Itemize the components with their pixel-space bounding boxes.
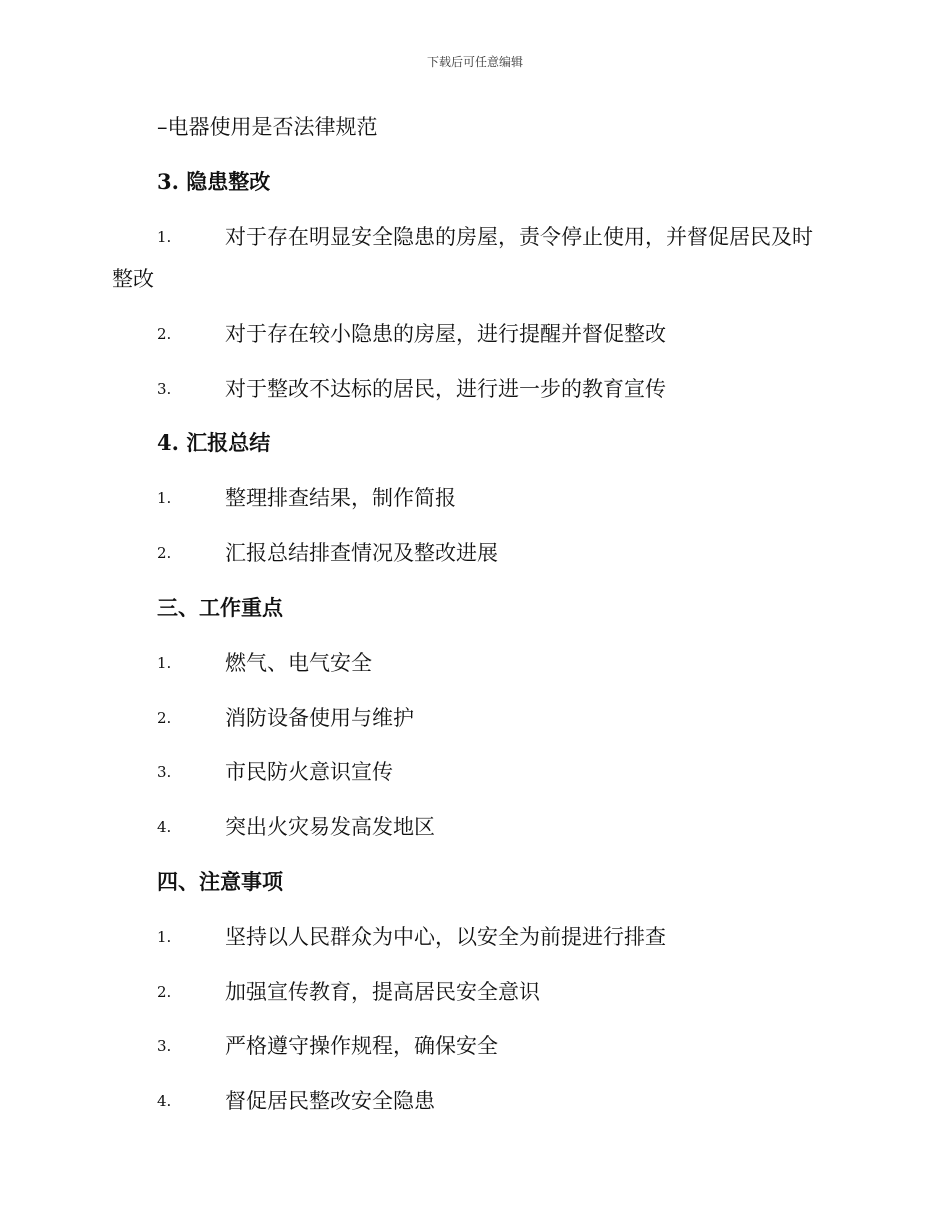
- list-text: 坚持以人民群众为中心，以安全为前提进行排查: [225, 925, 666, 949]
- list-number: 4.: [157, 1092, 172, 1110]
- list-number: 4.: [157, 818, 172, 836]
- list-number: 2.: [157, 325, 172, 343]
- list-number: 1.: [157, 228, 172, 246]
- list-number: 1.: [157, 654, 172, 672]
- heading-report: 4. 汇报总结: [157, 430, 271, 455]
- list-number: 2.: [157, 709, 172, 727]
- heading-precautions: 四、注意事项: [157, 869, 283, 894]
- list-text: 加强宣传教育，提高居民安全意识: [225, 980, 540, 1004]
- list-text-continuation: 整改: [112, 267, 154, 291]
- page-header-note: 下载后可任意编辑: [426, 55, 523, 69]
- list-text: 对于存在较小隐患的房屋，进行提醒并督促整改: [225, 322, 666, 346]
- bullet-electrical-compliance: –电器使用是否法律规范: [157, 115, 378, 139]
- list-text: 对于存在明显安全隐患的房屋，责令停止使用，并督促居民及时: [225, 225, 813, 249]
- list-number: 2.: [157, 983, 172, 1001]
- heading-rectification: 3. 隐患整改: [157, 169, 271, 194]
- list-number: 2.: [157, 544, 172, 562]
- list-text: 消防设备使用与维护: [225, 706, 414, 730]
- list-number: 3.: [157, 763, 172, 781]
- list-text: 整理排查结果，制作简报: [225, 486, 456, 510]
- list-text: 严格遵守操作规程，确保安全: [225, 1034, 498, 1058]
- list-text: 对于整改不达标的居民，进行进一步的教育宣传: [225, 377, 666, 401]
- list-text: 汇报总结排查情况及整改进展: [225, 541, 498, 565]
- list-number: 3.: [157, 1037, 172, 1055]
- list-number: 3.: [157, 380, 172, 398]
- list-text: 市民防火意识宣传: [225, 760, 393, 784]
- list-text: 督促居民整改安全隐患: [225, 1089, 435, 1113]
- list-number: 1.: [157, 489, 172, 507]
- list-number: 1.: [157, 928, 172, 946]
- list-text: 燃气、电气安全: [225, 651, 372, 675]
- heading-work-focus: 三、工作重点: [157, 595, 283, 620]
- list-text: 突出火灾易发高发地区: [225, 815, 435, 839]
